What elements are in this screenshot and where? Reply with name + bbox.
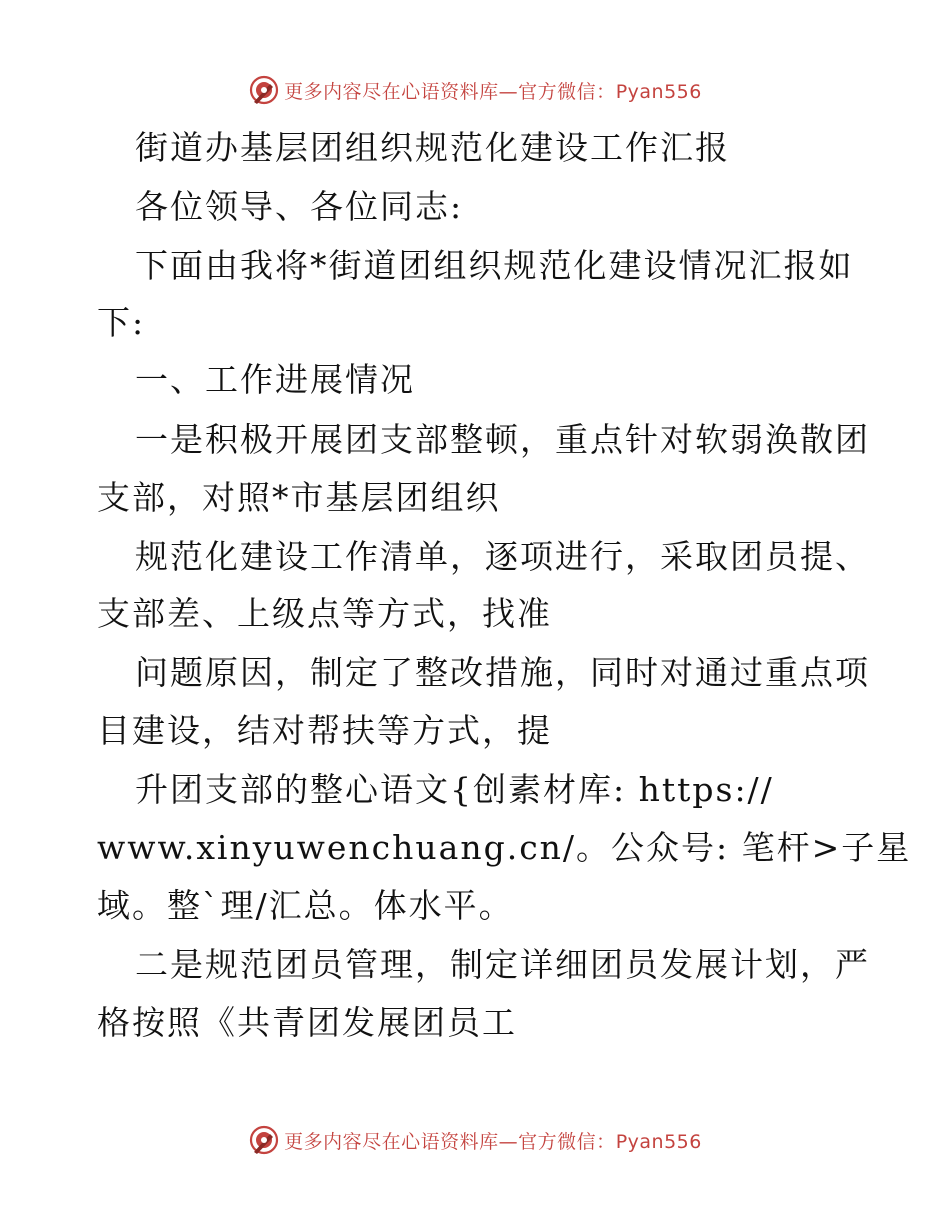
paragraph-4-line-2: 目建设，结对帮扶等方式，提 — [97, 711, 552, 750]
paragraph-2-line-2: 支部，对照*市基层团组织 — [97, 478, 501, 517]
paragraph-1-line-1: 下面由我将*街道团组织规范化建设情况汇报如 — [135, 246, 854, 285]
banner-main-text: 更多内容尽在心语资料库 — [284, 80, 499, 103]
banner-wechat-id: Pyan556 — [615, 1130, 702, 1153]
paragraph-2-line-1: 一是积极开展团支部整顿，重点针对软弱涣散团 — [135, 420, 870, 459]
footer-watermark-banner — [0, 1120, 950, 1160]
banner-wechat-label: 官方微信： — [518, 80, 616, 103]
paragraph-6-line-1: 二是规范团员管理，制定详细团员发展计划，严 — [135, 945, 870, 984]
pen-logo-icon — [248, 1124, 280, 1156]
banner-separator: — — [498, 80, 519, 103]
paragraph-1-line-2: 下: — [97, 303, 146, 342]
banner-separator: — — [498, 1130, 519, 1153]
greeting: 各位领导、各位同志: — [135, 187, 464, 226]
header-watermark-banner — [0, 70, 950, 110]
paragraph-5-line-1: 升团支部的整心语文{创素材库: https:// — [135, 770, 774, 809]
paragraph-3-line-2: 支部差、上级点等方式，找准 — [97, 594, 552, 633]
pen-logo-icon — [248, 74, 280, 106]
section-heading-1: 一、工作进展情况 — [135, 360, 415, 399]
document-title: 街道办基层团组织规范化建设工作汇报 — [135, 128, 730, 167]
paragraph-5-line-3: 域。整`理/汇总。体水平。 — [97, 886, 514, 925]
banner-text — [284, 1127, 702, 1154]
banner-wechat-label: 官方微信： — [518, 1130, 616, 1153]
paragraph-6-line-2: 格按照《共青团发展团员工 — [97, 1003, 517, 1042]
banner-text — [284, 77, 702, 104]
paragraph-5-line-2: www.xinyuwenchuang.cn/。公众号: 笔杆>子星 — [97, 828, 912, 867]
paragraph-3-line-1: 规范化建设工作清单，逐项进行，采取团员提、 — [135, 537, 870, 576]
paragraph-4-line-1: 问题原因，制定了整改措施，同时对通过重点项 — [135, 653, 870, 692]
banner-wechat-id: Pyan556 — [615, 80, 702, 103]
banner-main-text: 更多内容尽在心语资料库 — [284, 1130, 499, 1153]
